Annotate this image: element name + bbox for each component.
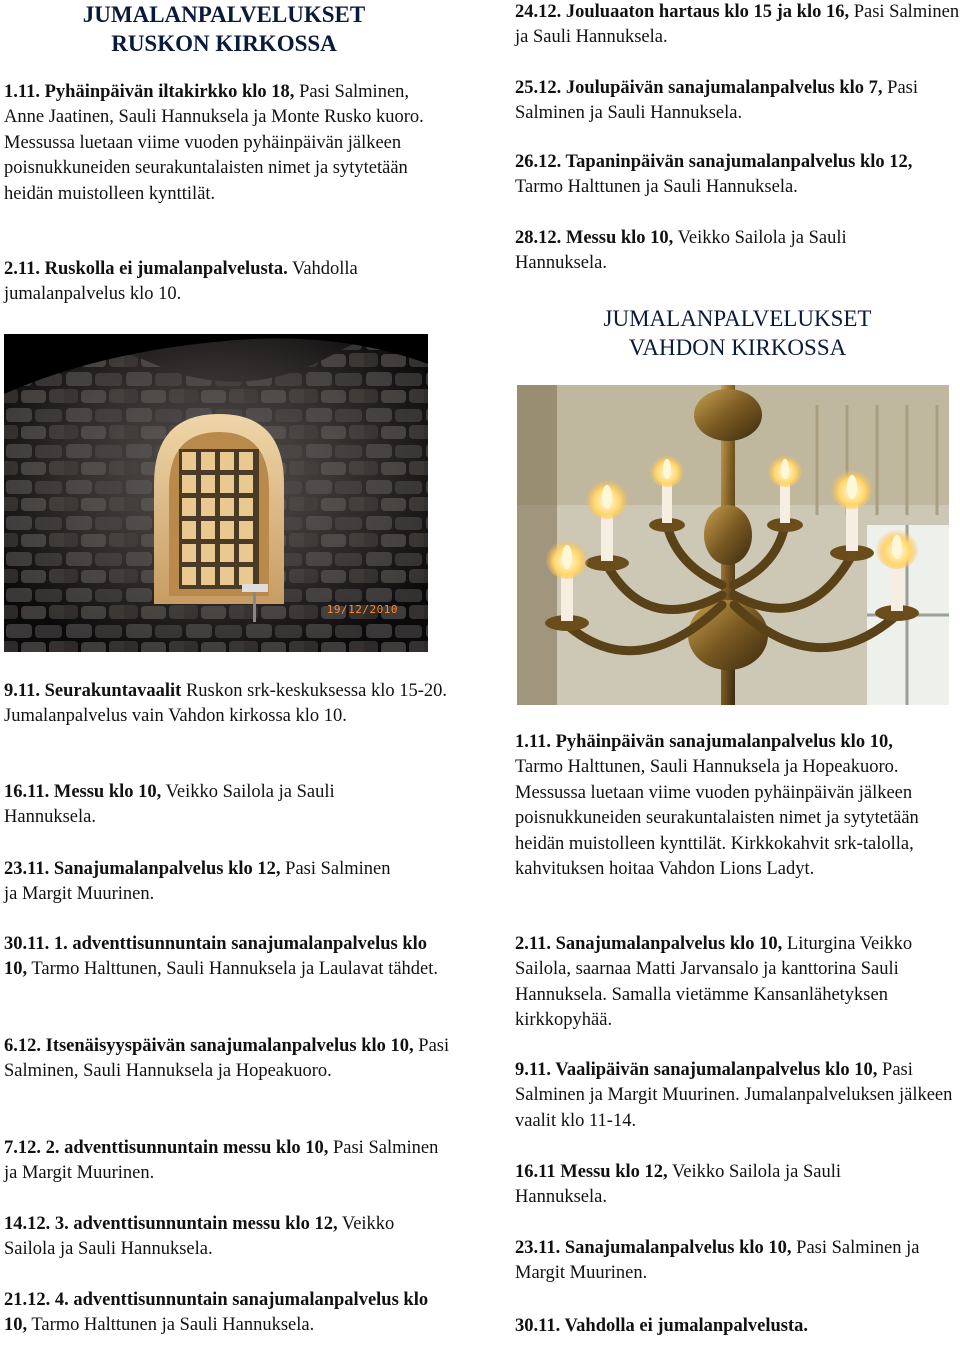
entry-date: 30.11. 1. adventtisunnuntain sanajumalanpalvelus klo 10,	[4, 934, 428, 980]
right-entry-10	[515, 1314, 935, 1339]
entry-date: 16.11. Messu klo 10,	[4, 782, 162, 802]
left-entry-10	[4, 1288, 454, 1339]
entry-date: 2.11. Ruskolla ei jumalanpalvelusta.	[4, 259, 288, 279]
entry-text: Pasi Salminen, Sauli Hannuksela ja Hopeakuoro.	[4, 1036, 450, 1082]
left-heading	[4, 0, 444, 58]
entry-text: Veikko Sailola ja Sauli Hannuksela.	[515, 228, 847, 274]
left-entry-6	[4, 932, 454, 983]
entry-text: Ruskon srk-keskuksessa klo 15-20. Jumalanpalvelus vain Vahdon kirkossa klo 10.	[4, 681, 447, 727]
entry-text: Pasi Salminen ja Margit Muurinen. Jumalanpalveluksen jälkeen vaalit klo 11-14.	[515, 1060, 953, 1131]
entry-date: 23.11. Sanajumalanpalvelus klo 10,	[515, 1238, 792, 1258]
entry-text: Vahdolla jumalanpalvelus klo 10.	[4, 259, 358, 305]
entry-date: 21.12. 4. adventtisunnuntain sanajumalanpalvelus klo 10,	[4, 1290, 429, 1336]
chandelier-illustration	[517, 385, 949, 705]
entry-text: Liturgina Veikko Sailola, saarnaa Matti Jarvansalo ja kanttorina Sauli Hannuksela. Samalla vietämme Kansanlähetyksen kirkkopyhää.	[515, 934, 913, 1031]
right-entry-4	[515, 226, 935, 277]
entry-date: 23.11. Sanajumalanpalvelus klo 12,	[4, 859, 281, 879]
left-entry-4	[4, 780, 424, 831]
right-entry-6	[515, 932, 960, 1034]
entry-date: 26.12. Tapaninpäivän sanajumalanpalvelus klo 12,	[515, 152, 913, 172]
right-heading-line1: JUMALANPALVELUKSET	[603, 306, 872, 331]
entry-date: 30.11. Vahdolla ei jumalanpalvelusta.	[515, 1316, 808, 1336]
left-entry-5	[4, 857, 404, 908]
entry-date: 6.12. Itsenäisyyspäivän sanajumalanpalvelus klo 10,	[4, 1036, 414, 1056]
chandelier-photo	[517, 385, 949, 705]
entry-date: 2.11. Sanajumalanpalvelus klo 10,	[515, 934, 783, 954]
left-heading-line2: RUSKON KIRKOSSA	[111, 31, 337, 56]
right-entry-2	[515, 76, 960, 127]
entry-date: 9.11. Vaalipäivän sanajumalanpalvelus klo 10,	[515, 1060, 878, 1080]
right-entry-3	[515, 150, 960, 201]
right-entry-5	[515, 730, 935, 882]
entry-text: Tarmo Halttunen ja Sauli Hannuksela.	[27, 1315, 315, 1336]
entry-text: Tarmo Halttunen, Sauli Hannuksela ja Hopeakuoro. Messussa luetaan viime vuoden pyhäinpäivän jälkeen poisnukkuneiden seurakuntalaisten nimet ja sytytetään heidän muistolleen kynttilät. Kirkkokahvit srk-talolla, kahvituksen hoitaa Vahdon Lions Ladyt.	[515, 757, 919, 880]
left-entry-1	[4, 80, 424, 207]
right-heading-line2: VAHDON KIRKOSSA	[628, 335, 847, 360]
entry-date: 1.11. Pyhäinpäivän iltakirkko klo 18,	[4, 82, 295, 102]
entry-date: 7.12. 2. adventtisunnuntain messu klo 10,	[4, 1138, 329, 1158]
entry-date: 16.11 Messu klo 12,	[515, 1162, 668, 1182]
left-heading-line1: JUMALANPALVELUKSET	[82, 2, 366, 27]
entry-date: 1.11. Pyhäinpäivän sanajumalanpalvelus klo 10,	[515, 732, 893, 752]
entry-date: 24.12. Jouluaaton hartaus klo 15 ja klo 16,	[515, 2, 850, 22]
entry-date: 28.12. Messu klo 10,	[515, 228, 674, 248]
entry-text: Pasi Salminen ja Sauli Hannuksela.	[515, 2, 960, 48]
entry-text: Pasi Salminen ja Margit Muurinen.	[4, 859, 391, 905]
right-entry-7	[515, 1058, 955, 1134]
entry-text: Pasi Salminen ja Margit Muurinen.	[515, 1238, 920, 1284]
entry-date: 9.11. Seurakuntavaalit	[4, 681, 182, 701]
left-entry-9	[4, 1212, 424, 1263]
left-entry-8	[4, 1136, 454, 1187]
left-entry-2	[4, 257, 444, 308]
left-entry-7	[4, 1034, 454, 1085]
photo-date-stamp: 19/12/2010	[326, 602, 398, 616]
entry-date: 14.12. 3. adventtisunnuntain messu klo 12,	[4, 1214, 338, 1234]
entry-text: Veikko Sailola ja Sauli Hannuksela.	[4, 782, 335, 828]
right-heading	[515, 304, 960, 362]
entry-text: Pasi Salminen ja Sauli Hannuksela.	[515, 78, 919, 124]
entry-text: Tarmo Halttunen ja Sauli Hannuksela.	[515, 177, 798, 198]
right-entry-9	[515, 1236, 935, 1287]
entry-date: 25.12. Joulupäivän sanajumalanpalvelus klo 7,	[515, 78, 883, 98]
left-entry-3	[4, 679, 464, 730]
entry-text: Pasi Salminen, Anne Jaatinen, Sauli Hannuksela ja Monte Rusko kuoro. Messussa luetaan viime vuoden pyhäinpäivän jälkeen poisnukkuneiden seurakuntalaisten nimet ja sytytetään heidän muistolleen kynttilät.	[4, 82, 424, 204]
church-window-photo	[4, 334, 428, 652]
entry-text: Veikko Sailola ja Sauli Hannuksela.	[515, 1162, 841, 1208]
entry-text: Tarmo Halttunen, Sauli Hannuksela ja Laulavat tähdet.	[27, 959, 439, 980]
entry-text: Veikko Sailola ja Sauli Hannuksela.	[4, 1214, 395, 1260]
right-entry-8	[515, 1160, 935, 1211]
entry-text: Pasi Salminen ja Margit Muurinen.	[4, 1138, 439, 1184]
right-entry-1	[515, 0, 960, 51]
